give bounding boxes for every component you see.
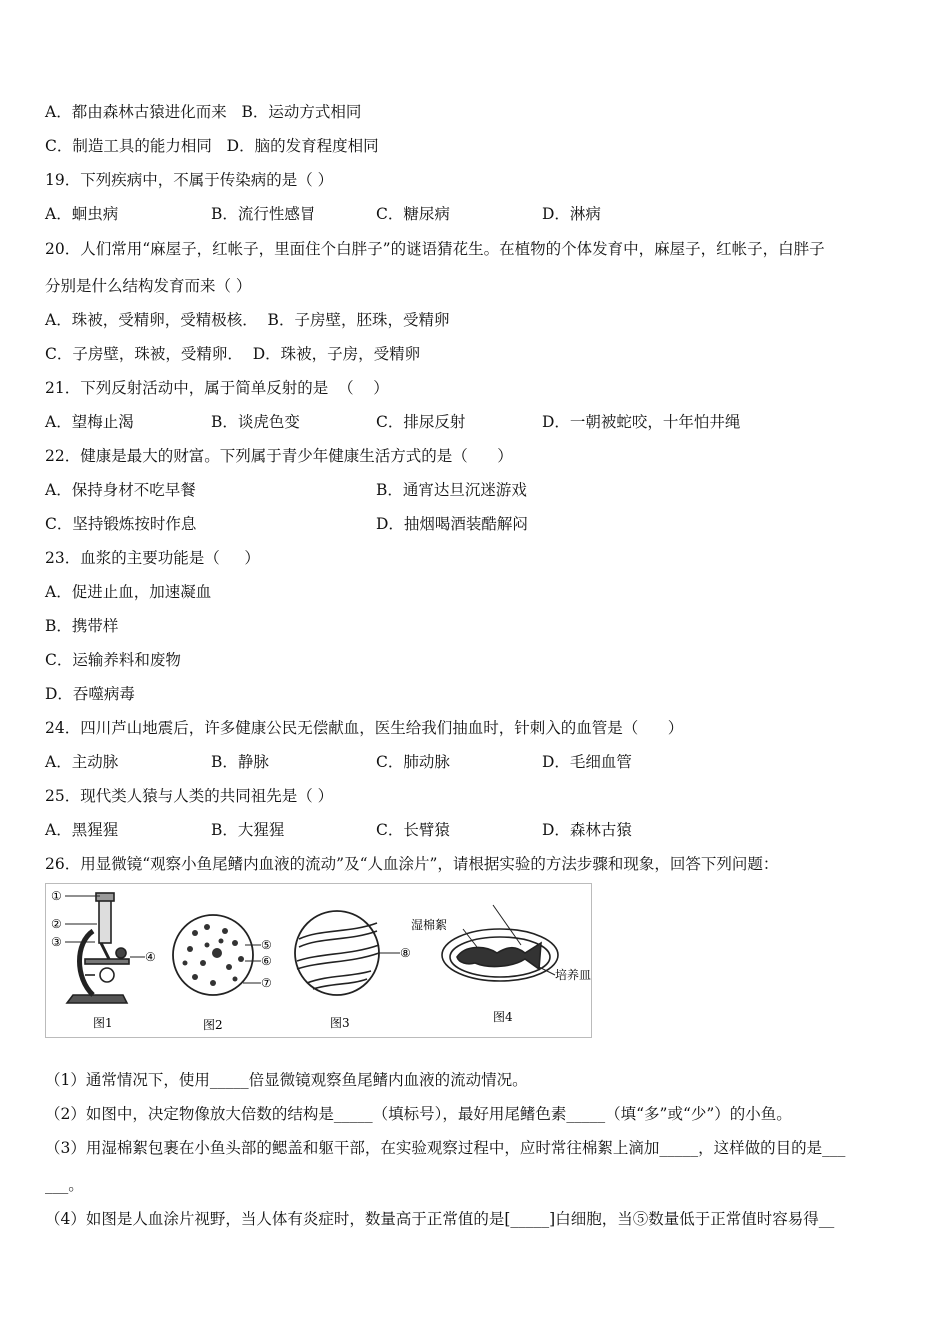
q26-stem: 26．用显微镜“观察小鱼尾鳍内血液的流动”及“人血涂片”，请根据实验的方法步骤和现象，回答下列问题： [45,855,779,873]
q25-option-b: B．大猩猩 [211,821,285,839]
q24-stem: 24．四川芦山地震后，许多健康公民无偿献血，医生给我们抽血时，针刺入的血管是（ ） [45,719,684,737]
q20-options-row2: C．子房壁，珠被，受精卵． D．珠被，子房，受精卵 [45,345,421,363]
label-6: ⑥ [261,954,272,968]
q22-option-b: B．通宵达旦沉迷游戏 [376,481,527,499]
q26-figure [45,883,592,1038]
q21-option-a: A．望梅止渴 [45,413,134,431]
label-1: ① [51,889,62,903]
q19-option-a: A．蛔虫病 [45,205,119,223]
fig4-caption: 图4 [493,1010,513,1024]
q23-stem: 23．血浆的主要功能是（ ） [45,549,260,567]
label-2: ② [51,917,62,931]
q26-sub2: （2）如图中，决定物像放大倍数的结构是_____（填标号），最好用尾鳍色素_____（填“多”或“少”）的小鱼。 [45,1105,792,1123]
q22-stem: 22．健康是最大的财富。下列属于青少年健康生活方式的是（ ） [45,447,513,465]
q26-sub3-line1: （3）用湿棉絮包裹在小鱼头部的鳃盖和躯干部，在实验观察过程中，应时常往棉絮上滴加_____，这样做的目的是___ [45,1139,846,1157]
q18-options-row1: A．都由森林古猿进化而来 B．运动方式相同 [45,103,362,121]
q24-option-d: D．毛细血管 [542,753,632,771]
q18-options-row2: C．制造工具的能力相同 D．脑的发育程度相同 [45,137,379,155]
q21-option-c: C．排尿反射 [376,413,466,431]
q21-option-b: B．谈虎色变 [211,413,300,431]
label-5: ⑤ [261,938,272,952]
fig2-caption: 图2 [203,1018,223,1032]
q21-option-d: D．一朝被蛇咬，十年怕井绳 [542,413,741,431]
label-3: ③ [51,935,62,949]
q26-sub1: （1）通常情况下，使用_____倍显微镜观察鱼尾鳍内血液的流动情况。 [45,1071,528,1089]
q23-option-d: D．吞噬病毒 [45,685,135,703]
q23-option-b: B．携带样 [45,617,119,635]
label-8: ⑧ [400,946,411,960]
q25-option-a: A．黑猩猩 [45,821,119,839]
q26-sub4: （4）如图是人血涂片视野，当人体有炎症时，数量高于正常值的是[_____]白细胞，当⑤数量低于正常值时容易得__ [45,1210,835,1228]
wet-cotton-label: 湿棉絮 [411,918,448,932]
label-7: ⑦ [261,976,272,990]
fig3-caption: 图3 [330,1016,350,1030]
petri-dish-label: 培养皿 [555,968,592,982]
q19-option-b: B．流行性感冒 [211,205,316,223]
q23-option-c: C．运输养料和废物 [45,651,181,669]
fig1-caption: 图1 [93,1016,113,1030]
label-4: ④ [145,950,156,964]
q20-stem-line2: 分别是什么结构发育而来（ ） [45,277,252,295]
q22-option-d: D．抽烟喝酒装酷解闷 [376,515,528,533]
q25-option-c: C．长臂猿 [376,821,450,839]
q26-sub3-line2: ___。 [45,1176,84,1194]
q22-option-a: A．保持身材不吃早餐 [45,481,196,499]
q22-option-c: C．坚持锻炼按时作息 [45,515,197,533]
q25-stem: 25．现代类人猿与人类的共同祖先是（ ） [45,787,334,805]
q25-option-d: D．森林古猿 [542,821,632,839]
q19-stem: 19．下列疾病中，不属于传染病的是（ ） [45,171,334,189]
q24-option-c: C．肺动脉 [376,753,450,771]
q24-option-a: A．主动脉 [45,753,119,771]
q24-option-b: B．静脉 [211,753,269,771]
q19-option-d: D．淋病 [542,205,601,223]
q20-options-row1: A．珠被，受精卵，受精极核． B．子房壁，胚珠，受精卵 [45,311,450,329]
q19-option-c: C．糖尿病 [376,205,450,223]
q21-stem: 21．下列反射活动中，属于简单反射的是 （ ） [45,379,389,397]
q23-option-a: A．促进止血，加速凝血 [45,583,212,601]
q20-stem-line1: 20．人们常用“麻屋子，红帐子，里面住个白胖子”的谜语猜花生。在植物的个体发育中，麻屋子，红帐子，白胖子 [45,240,825,258]
